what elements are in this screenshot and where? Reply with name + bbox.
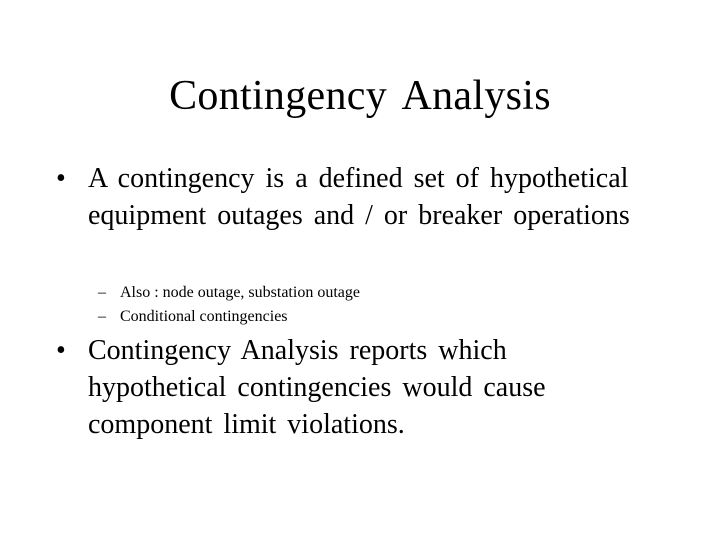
sub-bullet-dash: – — [98, 308, 106, 325]
bullet-text: Contingency Analysis reports which hypothetical contingencies would cause component limit violations. — [88, 335, 546, 440]
sub-bullet-item — [98, 281, 658, 305]
sub-bullet-text: Also : node outage, substation outage — [120, 284, 360, 301]
bullet-text: A contingency is a defined set of hypothetical equipment outages and / or breaker operations — [88, 163, 630, 231]
sub-bullet-item — [98, 305, 658, 329]
bullet-item-analysis — [56, 332, 656, 443]
bullet-item-definition — [56, 160, 656, 234]
sub-bullet-list — [98, 281, 658, 329]
bullet-marker: • — [56, 163, 66, 194]
sub-bullet-dash: – — [98, 284, 106, 301]
slide-title: Contingency Analysis — [169, 73, 551, 119]
bullet-marker: • — [56, 335, 66, 366]
sub-bullet-text: Conditional contingencies — [120, 308, 288, 325]
